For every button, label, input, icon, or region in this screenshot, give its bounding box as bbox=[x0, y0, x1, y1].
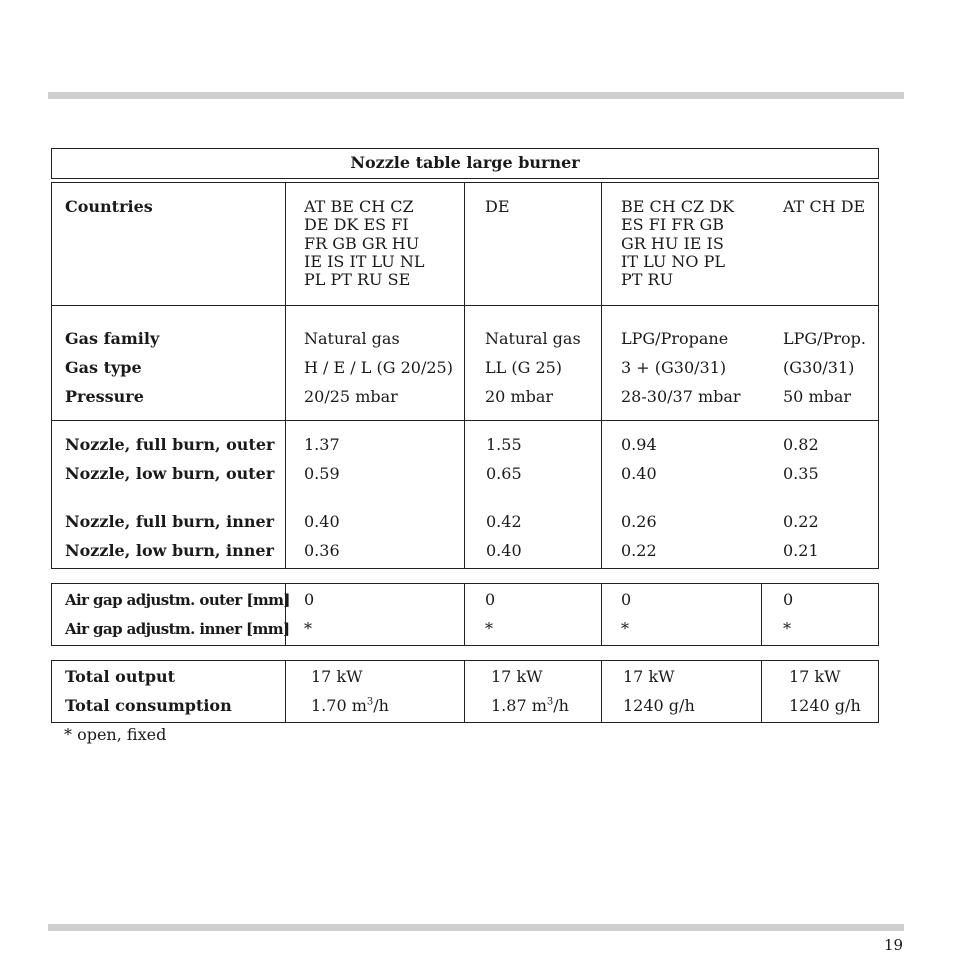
footnote: * open, fixed bbox=[64, 725, 167, 744]
top-rule bbox=[48, 92, 904, 99]
column-divider bbox=[601, 584, 602, 645]
nozzle-value: 0.40 bbox=[304, 512, 340, 531]
nozzle-value: 0.22 bbox=[621, 541, 657, 560]
gas-family-value: Natural gas bbox=[304, 329, 400, 348]
column-divider bbox=[601, 183, 602, 568]
column-divider bbox=[464, 183, 465, 568]
air-gap-value: * bbox=[304, 619, 312, 638]
countries-col-3: BE CH CZ DK ES FI FR GB GR HU IE IS IT LU NO PL PT RU bbox=[621, 197, 735, 290]
nozzle-value: 0.82 bbox=[783, 435, 819, 454]
column-divider bbox=[464, 661, 465, 722]
pressure-value: 50 mbar bbox=[783, 387, 852, 406]
pressure-value: 20 mbar bbox=[485, 387, 554, 406]
gas-type-value: H / E / L (G 20/25) bbox=[304, 358, 453, 377]
total-consumption-value: 1.70 $m^3/h$ bbox=[311, 696, 389, 715]
column-divider bbox=[761, 584, 762, 645]
nozzle-table bbox=[51, 182, 879, 569]
gas-type-value: 3 + (G30/31) bbox=[621, 358, 727, 377]
air-gap-value: 0 bbox=[304, 590, 315, 609]
column-divider bbox=[761, 661, 762, 722]
nozzle-value: 0.65 bbox=[486, 464, 522, 483]
countries-col-4: AT CH DE bbox=[783, 197, 866, 216]
nozzle-value: 0.40 bbox=[621, 464, 657, 483]
nozzle-full-inner-label: Nozzle, full burn, inner bbox=[65, 512, 275, 531]
nozzle-value: 0.22 bbox=[783, 512, 819, 531]
nozzle-value: 1.37 bbox=[304, 435, 340, 454]
row-divider bbox=[52, 420, 878, 421]
nozzle-low-inner-label: Nozzle, low burn, inner bbox=[65, 541, 274, 560]
nozzle-low-outer-label: Nozzle, low burn, outer bbox=[65, 464, 275, 483]
air-gap-inner-label: Air gap adjustm. inner [mm] bbox=[65, 620, 290, 638]
column-divider bbox=[464, 584, 465, 645]
gas-type-value: (G30/31) bbox=[783, 358, 855, 377]
page-number: 19 bbox=[884, 936, 904, 954]
countries-label: Countries bbox=[65, 197, 153, 216]
total-output-value: 17 kW bbox=[311, 667, 363, 686]
gas-family-value: LPG/Prop. bbox=[783, 329, 866, 348]
nozzle-value: 0.42 bbox=[486, 512, 522, 531]
nozzle-value: 1.55 bbox=[486, 435, 522, 454]
air-gap-value: * bbox=[621, 619, 629, 638]
column-divider bbox=[285, 661, 286, 722]
air-gap-outer-label: Air gap adjustm. outer [mm] bbox=[65, 591, 290, 609]
air-gap-value: 0 bbox=[485, 590, 496, 609]
total-consumption-value: 1240 g/h bbox=[789, 696, 861, 715]
total-table bbox=[51, 660, 879, 723]
total-output-label: Total output bbox=[65, 667, 176, 686]
total-consumption-label: Total consumption bbox=[65, 696, 232, 715]
gas-type-value: LL (G 25) bbox=[485, 358, 563, 377]
total-output-value: 17 kW bbox=[623, 667, 675, 686]
countries-col-1: AT BE CH CZ DE DK ES FI FR GB GR HU IE IS IT LU NL PL PT RU SE bbox=[304, 197, 425, 290]
air-gap-value: * bbox=[783, 619, 791, 638]
countries-col-2: DE bbox=[485, 197, 510, 216]
nozzle-value: 0.26 bbox=[621, 512, 657, 531]
row-divider bbox=[52, 305, 878, 306]
nozzle-value: 0.35 bbox=[783, 464, 819, 483]
air-gap-value: 0 bbox=[621, 590, 632, 609]
pressure-value: 20/25 mbar bbox=[304, 387, 398, 406]
pressure-value: 28-30/37 mbar bbox=[621, 387, 741, 406]
air-gap-value: 0 bbox=[783, 590, 794, 609]
column-divider bbox=[601, 661, 602, 722]
gas-family-label: Gas family bbox=[65, 329, 160, 348]
nozzle-value: 0.59 bbox=[304, 464, 340, 483]
table-title: Nozzle table large burner bbox=[51, 148, 879, 179]
gas-family-value: LPG/Propane bbox=[621, 329, 729, 348]
pressure-label: Pressure bbox=[65, 387, 144, 406]
total-consumption-value: 1240 g/h bbox=[623, 696, 695, 715]
nozzle-value: 0.94 bbox=[621, 435, 657, 454]
column-divider bbox=[285, 183, 286, 568]
nozzle-value: 0.36 bbox=[304, 541, 340, 560]
gas-family-value: Natural gas bbox=[485, 329, 581, 348]
bottom-rule bbox=[48, 924, 904, 931]
nozzle-value: 0.40 bbox=[486, 541, 522, 560]
total-output-value: 17 kW bbox=[491, 667, 543, 686]
air-gap-table bbox=[51, 583, 879, 646]
total-output-value: 17 kW bbox=[789, 667, 841, 686]
nozzle-full-outer-label: Nozzle, full burn, outer bbox=[65, 435, 275, 454]
total-consumption-value: 1.87 $m^3/h$ bbox=[491, 696, 569, 715]
nozzle-value: 0.21 bbox=[783, 541, 819, 560]
air-gap-value: * bbox=[485, 619, 493, 638]
gas-type-label: Gas type bbox=[65, 358, 142, 377]
